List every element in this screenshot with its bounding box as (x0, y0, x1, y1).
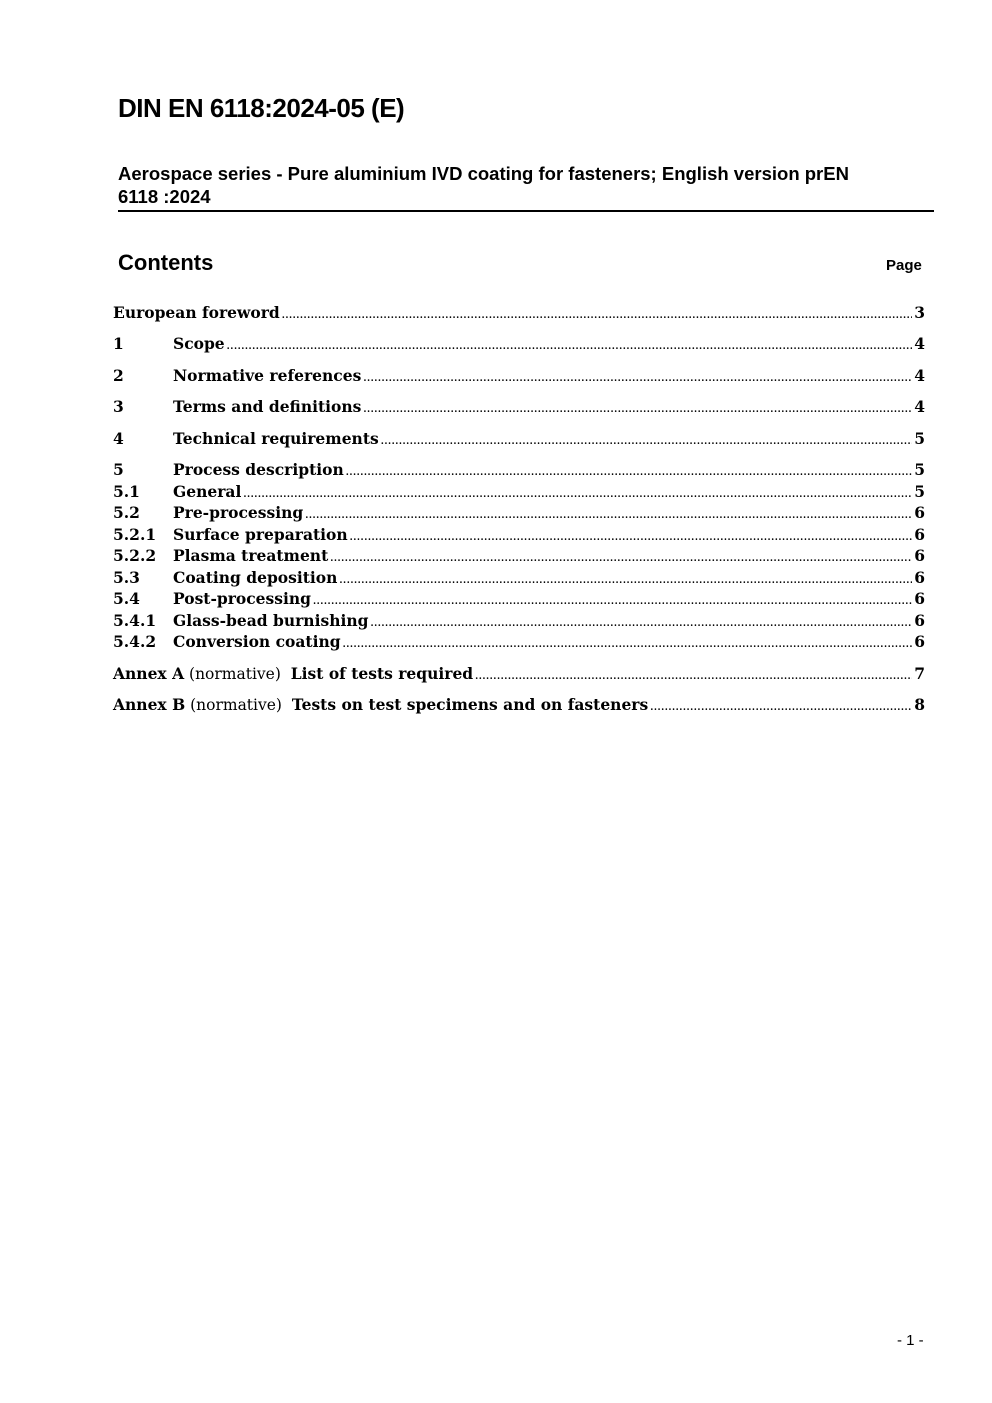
annex-type: (normative) (184, 665, 291, 683)
toc-leader-dots (343, 640, 913, 650)
toc-entry-number: 5.4.2 (113, 632, 157, 651)
toc-entry-page: 6 (914, 568, 925, 587)
toc-leader-dots (475, 672, 912, 682)
toc-entry-annex-b[interactable] (113, 695, 925, 717)
toc-entry-page: 5 (914, 482, 925, 501)
toc-leader-dots (305, 511, 912, 521)
toc-entry-3[interactable] (113, 397, 925, 419)
toc-entry-page: 6 (914, 525, 925, 544)
toc-annex-title (113, 695, 648, 714)
toc-entry-5-4-1[interactable] (113, 611, 925, 633)
toc-entry-number: 5.4.1 (113, 611, 157, 630)
toc-leader-dots (370, 619, 912, 629)
document-subtitle (118, 162, 933, 208)
toc-leader-dots (363, 405, 912, 415)
toc-entry-title: Conversion coating (173, 632, 341, 651)
toc-entry-number: 5.2.2 (113, 546, 157, 565)
toc-entry-number: 5.1 (113, 482, 140, 501)
toc-entry-number: 5.2 (113, 503, 140, 522)
toc-entry-annex-a[interactable] (113, 664, 925, 686)
subtitle-line-1: Aerospace series - Pure aluminium IVD coating for fasteners; English version prEN (118, 163, 849, 184)
toc-leader-dots (282, 311, 912, 321)
toc-entry-page: 6 (914, 632, 925, 651)
toc-leader-dots (363, 374, 912, 384)
toc-entry-5-4[interactable] (113, 589, 925, 611)
toc-leader-dots (330, 554, 912, 564)
toc-entry-number: 5.2.1 (113, 525, 157, 544)
toc-entry-number: 3 (113, 397, 124, 416)
toc-entry-title: Normative references (173, 366, 362, 385)
annex-label: Annex B (113, 695, 186, 714)
toc-entry-page: 6 (914, 546, 925, 565)
toc-entry-5-4-2[interactable] (113, 632, 925, 654)
toc-entry-title: European foreword (113, 303, 280, 322)
toc-leader-dots (243, 490, 912, 500)
toc-entry-1[interactable] (113, 334, 925, 356)
toc-leader-dots (339, 576, 912, 586)
toc-leader-dots (350, 533, 913, 543)
toc-entry-2[interactable] (113, 366, 925, 388)
toc-leader-dots (381, 437, 912, 447)
toc-entry-title: Post-processing (173, 589, 311, 608)
toc-entry-title: Glass-bead burnishing (173, 611, 369, 630)
toc-entry-page: 6 (914, 589, 925, 608)
toc-entry-5-2-1[interactable] (113, 525, 925, 547)
toc-entry-title: Pre-processing (173, 503, 304, 522)
toc-entry-5[interactable] (113, 460, 925, 482)
toc-entry-5-2[interactable] (113, 503, 925, 525)
toc-entry-number: 2 (113, 366, 124, 385)
toc-leader-dots (650, 703, 912, 713)
header-divider (118, 210, 934, 212)
toc-entry-page: 6 (914, 611, 925, 630)
toc-entry-title: General (173, 482, 242, 501)
toc-annex-title (113, 664, 473, 683)
page-number: - 1 - (897, 1332, 924, 1349)
toc-entry-title: Surface preparation (173, 525, 348, 544)
toc-entry-page: 3 (914, 303, 925, 322)
toc-entry-page: 7 (914, 664, 925, 683)
toc-entry-number: 4 (113, 429, 124, 448)
toc-entry-title: Plasma treatment (173, 546, 329, 565)
annex-label: Annex A (113, 664, 185, 683)
toc-entry-title: Terms and definitions (173, 397, 362, 416)
toc-entry-5-3[interactable] (113, 568, 925, 590)
document-id: DIN EN 6118:2024-05 (E) (118, 93, 405, 123)
toc-entry-number: 5 (113, 460, 124, 479)
toc-entry-page: 5 (914, 429, 925, 448)
toc-entry-page: 6 (914, 503, 925, 522)
toc-entry-5-2-2[interactable] (113, 546, 925, 568)
toc-entry-page: 4 (914, 334, 925, 353)
toc-leader-dots (313, 597, 912, 607)
toc-entry-page: 4 (914, 366, 925, 385)
toc-entry-number: 5.4 (113, 589, 140, 608)
toc-entry-european-foreword[interactable] (113, 303, 925, 325)
toc-leader-dots (227, 342, 913, 352)
annex-type: (normative) (185, 696, 292, 714)
toc-entry-number: 5.3 (113, 568, 140, 587)
page-column-label: Page (886, 257, 922, 274)
toc-entry-number: 1 (113, 334, 124, 353)
toc-entry-title: Scope (173, 334, 225, 353)
contents-heading: Contents (118, 250, 214, 275)
annex-name: List of tests required (290, 664, 474, 683)
toc-entry-page: 4 (914, 397, 925, 416)
toc-leader-dots (346, 468, 912, 478)
annex-name: Tests on test specimens and on fasteners (291, 695, 649, 714)
toc-entry-page: 8 (914, 695, 925, 714)
toc-entry-title: Technical requirements (173, 429, 379, 448)
toc-entry-title: Process description (173, 460, 344, 479)
toc-entry-4[interactable] (113, 429, 925, 451)
toc-entry-page: 5 (914, 460, 925, 479)
toc-entry-5-1[interactable] (113, 482, 925, 504)
subtitle-line-2: 6118 :2024 (118, 186, 211, 207)
toc-entry-title: Coating deposition (173, 568, 338, 587)
